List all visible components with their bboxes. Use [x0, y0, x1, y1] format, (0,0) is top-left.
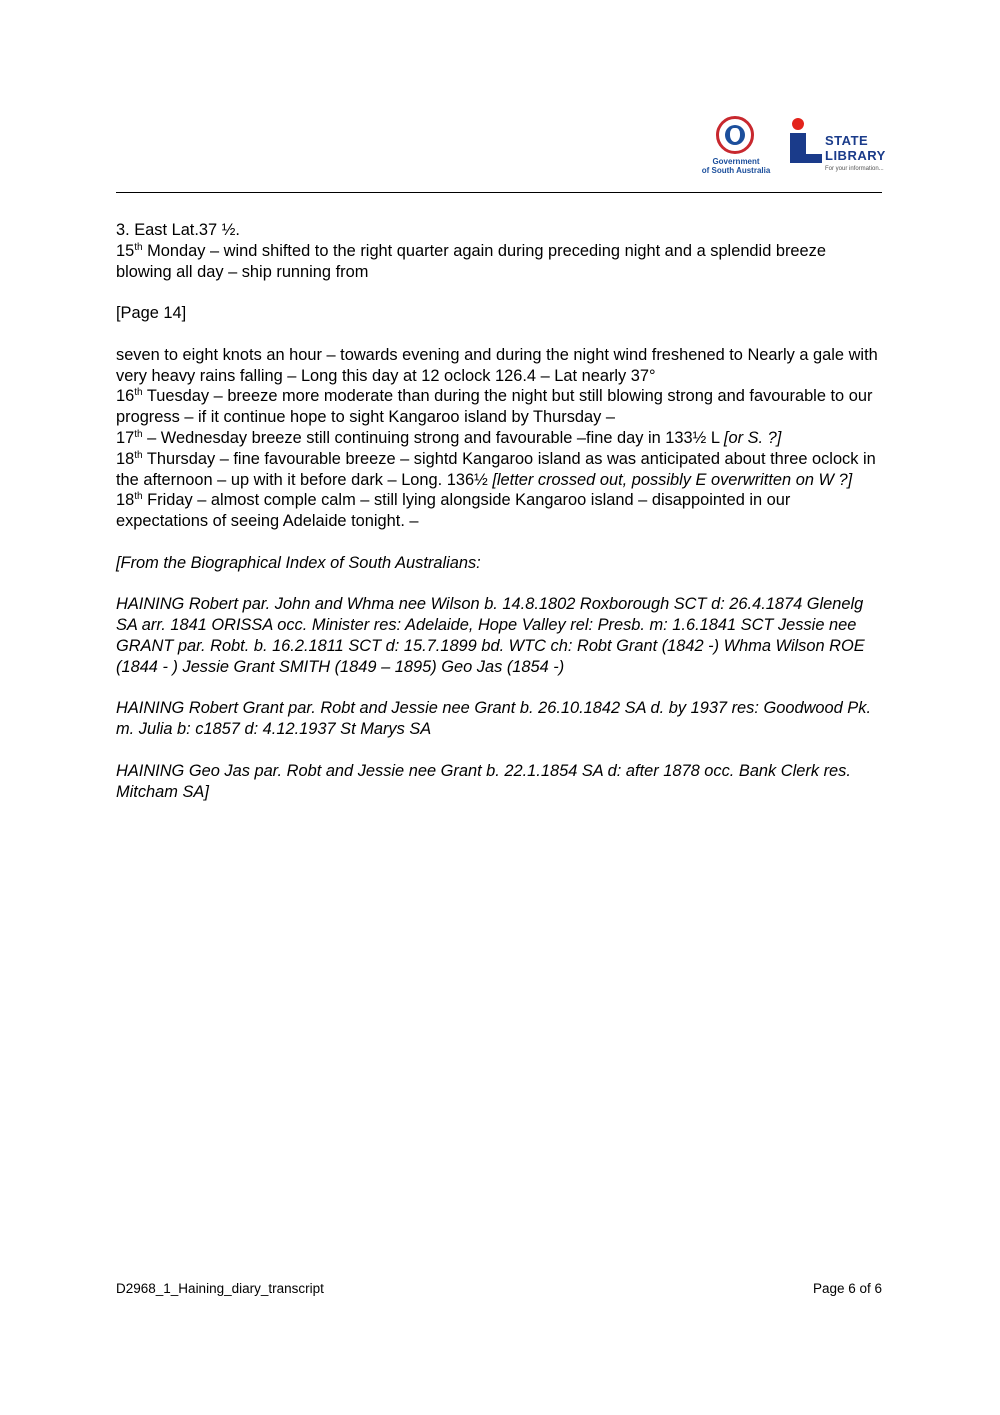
- paragraph: 3. East Lat.37 ½.: [116, 221, 240, 239]
- diary-entry-16th: 16th Tuesday – breeze more moderate than during the night but still blowing strong and favourable to our progress – if it continue hope to sight Kangaroo island by Thursday –: [116, 387, 873, 427]
- diary-entry-17th: 17th – Wednesday breeze still continuing strong and favourable –fine day in 133½ L [or S. ?]: [116, 428, 782, 447]
- footer-doc-id: D2968_1_Haining_diary_transcript: [116, 1281, 324, 1296]
- diary-entry-18th-thursday: 18th Thursday – fine favourable breeze – sightd Kangaroo island as was anticipated about three oclock in the afternoon – up with it before dark – Long. 136½ [letter crossed out, possibly E overwritten on W ?]: [116, 449, 876, 489]
- footer-page-number: Page 6 of 6: [812, 1281, 882, 1296]
- south-australia-crest-icon: [716, 116, 754, 154]
- state-library-tagline: For your information...: [825, 166, 884, 172]
- page-marker: [Page 14]: [116, 304, 187, 323]
- biographical-entry: HAINING Geo Jas par. Robt and Jessie nee Grant b. 22.1.1854 SA d: after 1878 occ. Bank Clerk res. Mitcham SA]: [116, 761, 851, 801]
- sa-logo-line2: of South Australia: [701, 166, 771, 175]
- biographical-entry: HAINING Robert par. John and Whma nee Wilson b. 14.8.1802 Roxborough SCT d: 26.4.1874 Glenelg SA arr. 1841 ORISSA occ. Minister res: Adelaide, Hope Valley rel: Presb. m: 1.6.1841 SCT Jessie nee GRANT par. Robt. b. 16.2.1811 SCT d: 15.7.1899 bd. WTC ch: Robt Grant (1842 -) Whma Wilson ROE (1844 - ) Jessie Grant SMITH (1849 – 1895) Geo Jas (1854 -): [116, 595, 865, 676]
- state-library-logo: [787, 116, 887, 178]
- state-library-dot-icon: [792, 118, 804, 130]
- biographical-entry: HAINING Robert Grant par. Robt and Jessie nee Grant b. 26.10.1842 SA d. by 1937 res: Goodwood Pk. m. Julia b: c1857 d: 4.12.1937 St Marys SA: [116, 699, 871, 739]
- header-rule: [116, 192, 882, 193]
- transcript-body: [116, 220, 882, 802]
- state-library-word2: LIBRARY: [825, 148, 886, 163]
- diary-entry-18th-friday: 18th Friday – almost comple calm – still lying alongside Kangaroo island – disappointed in our expectations of seeing Adelaide tonight. –: [116, 491, 791, 531]
- government-of-south-australia-logo: [696, 116, 776, 176]
- diary-entry-continued: seven to eight knots an hour – towards evening and during the night wind freshened to Nearly a gale with very heavy rains falling – Long this day at 12 oclock 126.4 – Lat nearly 37°: [116, 345, 878, 385]
- diary-entry-15th: 15th Monday – wind shifted to the right quarter again during preceding night and a splendid breeze blowing all day – ship running from: [116, 241, 826, 281]
- state-library-word1: STATE: [825, 133, 869, 148]
- index-heading: [From the Biographical Index of South Australians:: [116, 553, 481, 572]
- editorial-note: [or S. ?]: [723, 428, 782, 447]
- editorial-note: [letter crossed out, possibly E overwritten on W ?]: [492, 470, 853, 489]
- sa-logo-line1: Government: [712, 157, 760, 166]
